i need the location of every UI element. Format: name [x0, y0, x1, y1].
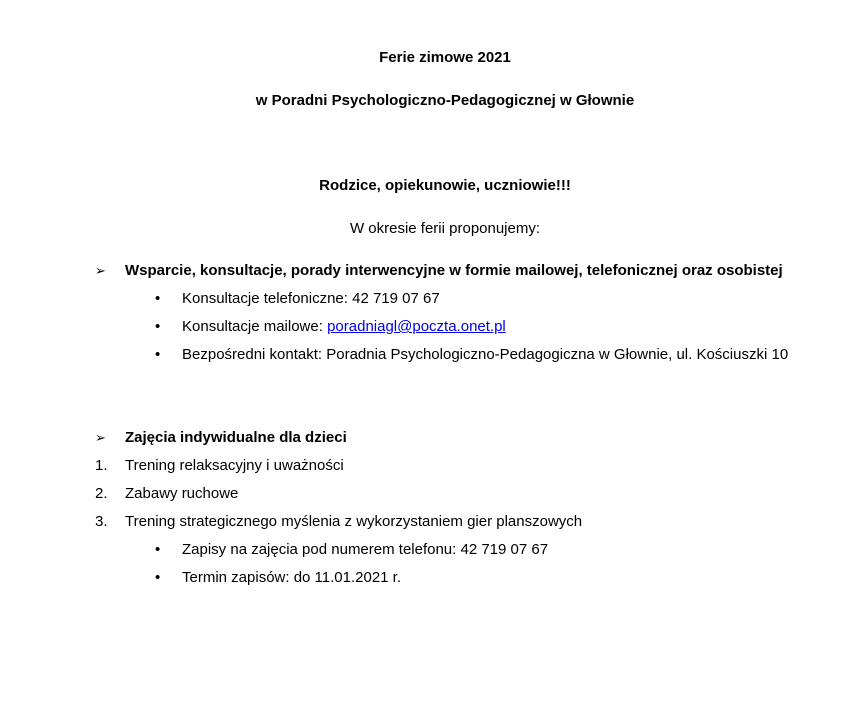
bullet-item-phone — [155, 285, 795, 313]
numbered-item-3 — [95, 508, 795, 536]
email-link[interactable]: poradniagl@poczta.onet.pl — [327, 318, 506, 335]
dot-bullet-icon: • — [155, 569, 161, 586]
list-number: 3. — [95, 513, 108, 530]
dot-bullet-icon: • — [155, 318, 161, 335]
bullet-text-contact: Bezpośredni kontakt: Poradnia Psychologiczno-Pedagogiczna w Głownie, ul. Kościuszki 10 — [182, 346, 789, 363]
bullet-text-signup: Zapisy na zajęcia pod numerem telefonu: 42 719 07 67 — [182, 541, 549, 558]
bullet-text-deadline: Termin zapisów: do 11.01.2021 r. — [182, 569, 402, 586]
doc-title-line1: Ferie zimowe 2021 — [379, 49, 511, 66]
bullet-item-email — [155, 313, 795, 341]
intro-line: W okresie ferii proponujemy: — [349, 220, 541, 237]
bullet-item-contact — [155, 341, 795, 369]
dot-bullet-icon: • — [155, 290, 161, 307]
bullet-item-deadline — [155, 564, 795, 592]
arrow-bullet-icon: ➢ — [95, 263, 106, 278]
arrow-bullet-icon: ➢ — [95, 430, 106, 445]
section1-heading-row — [95, 257, 795, 285]
bullet-item-signup — [155, 536, 795, 564]
numbered-item-1 — [95, 452, 795, 480]
bullet-text-email — [182, 313, 795, 341]
dot-bullet-icon: • — [155, 541, 161, 558]
bullet-text-phone: Konsultacje telefoniczne: 42 719 07 67 — [182, 290, 440, 307]
section2-heading: Zajęcia indywidualne dla dzieci — [125, 429, 347, 446]
section2-heading-row — [95, 424, 795, 452]
list-number: 1. — [95, 457, 108, 474]
email-label: Konsultacje mailowe: — [182, 318, 323, 335]
numbered-item-text: Trening relaksacyjny i uważności — [125, 457, 344, 474]
dot-bullet-icon: • — [155, 346, 161, 363]
salutation-line: Rodzice, opiekunowie, uczniowie!!! — [319, 177, 571, 194]
numbered-item-text: Trening strategicznego myślenia z wykorzystaniem gier planszowych — [125, 513, 583, 530]
numbered-item-text: Zabawy ruchowe — [125, 485, 239, 502]
list-number: 2. — [95, 485, 108, 502]
section1-heading: Wsparcie, konsultacje, porady interwencyjne w formie mailowej, telefonicznej oraz osobistej — [125, 262, 783, 279]
doc-title-line2: w Poradni Psychologiczno-Pedagogicznej w Głownie — [255, 92, 635, 109]
numbered-item-2 — [95, 480, 795, 508]
